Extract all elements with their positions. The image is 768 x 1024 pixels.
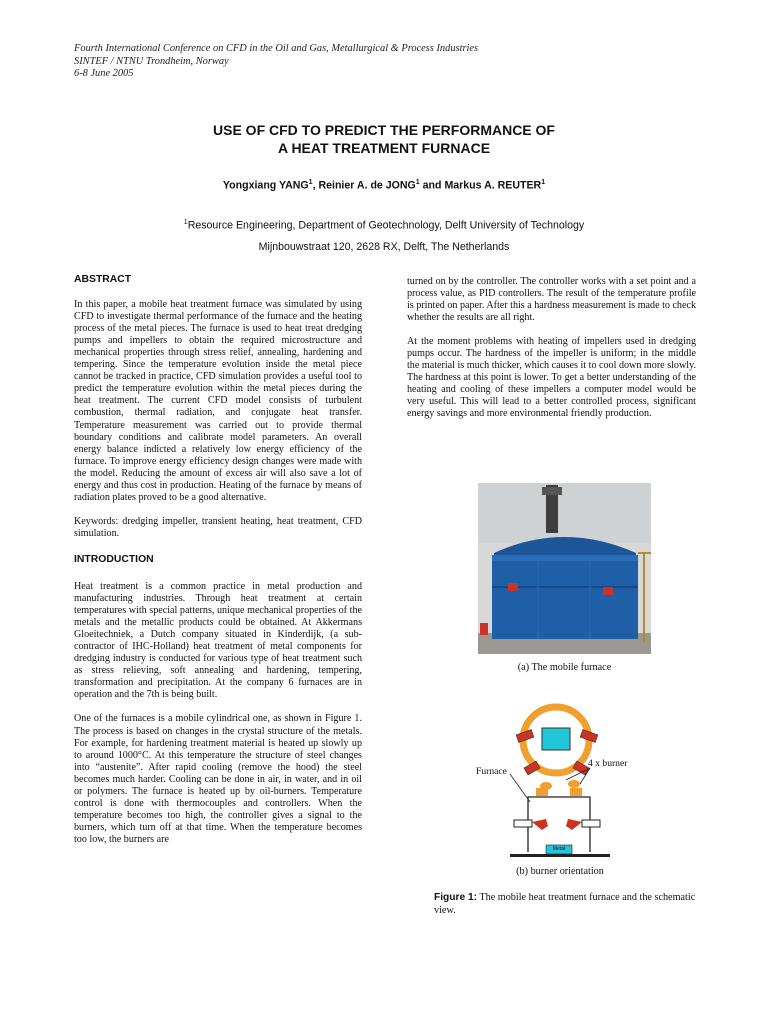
author-3: Markus A. REUTER xyxy=(444,179,542,192)
affil-line-1: Resource Engineering, Department of Geotechnology, Delft University of Technology xyxy=(187,219,585,232)
figure-caption xyxy=(434,892,704,917)
figure-caption-text: The mobile heat treatment furnace and the schematic view. xyxy=(434,892,696,916)
abstract-body: In this paper, a mobile heat treatment furnace was simulated by using CFD to investigate thermal performance of the furnace and the heating process of the metal pieces. The furnace is used to heat treat dredging pumps and impellers to obtain the required microstructure and mechanical properties through stress relief, annealing, hardening and tempering. Since the temperature evolution inside the metal piece cannot be tracked in practice, CFD simulation provides a useful tool to predict the temperature evolution within the metal pieces during the heat treatment. The current CFD model consists of turbulent combustion, thermal radiation, and conjugate heat transfer. Temperature measurement was carried out to provide thermal boundary conditions and calibrate model parameters. An overall energy balance indicted a relatively low energy efficiency of the furnace. To improve energy efficiency design changes were made with the model. Reducing the amount of excess air will also save a lot of energy and thus cost in production. Heating of the furnace by means of radiation plates proved to be a good alternative. xyxy=(74,299,362,503)
header-line-3: 6-8 June 2005 xyxy=(74,68,134,79)
keywords: Keywords: dredging impeller, transient heating, heat treatment, CFD simulation. xyxy=(74,515,362,539)
author-list xyxy=(74,179,694,192)
author-1: Yongxiang YANG xyxy=(222,179,309,192)
furnace-label: Furnace xyxy=(476,766,507,777)
author-3-affil: 1 xyxy=(541,179,546,186)
affil-sup: 1 xyxy=(183,219,188,226)
burner-label: 4 x burner xyxy=(588,758,628,769)
title-line-1: USE OF CFD TO PREDICT THE PERFORMANCE OF xyxy=(213,122,555,138)
affiliation xyxy=(74,212,694,258)
paper-title xyxy=(74,121,694,157)
affil-line-2: Mijnbouwstraat 120, 2628 RX, Delft, The Netherlands xyxy=(258,240,510,253)
introduction-heading: INTRODUCTION xyxy=(74,553,154,565)
author-sep-1: , xyxy=(312,179,319,192)
right-paragraph-1: turned on by the controller. The controller works with a set point and a process value, as PID controllers. The result of the temperature profile is printed on paper. After this a hardness measurement is made to check whether the results are all right. xyxy=(407,276,696,324)
furnace-photo xyxy=(478,483,651,654)
intro-paragraph-2: One of the furnaces is a mobile cylindrical one, as shown in Figure 1. The process is based on changes in the crystal structure of the metals. For example, for hardening treatment material is heated up slowly up to around 1000°C. At this temperature the structure of steel changes into “austenite”. After rapid cooling (remove the hood) the steel becomes much harder. Cooling can be done in air, in water, and in oil or polymers. The furnace is heated up by oil-burners. Temperature control is done with thermocouples and controllers. When the temperature becomes too high, the controller gives a signal to the burners, which turn off at that time. When the temperature becomes too low, the burners are xyxy=(74,713,362,845)
schematic-drawing xyxy=(470,702,650,862)
header-line-2: SINTEF / NTNU Trondheim, Norway xyxy=(74,55,229,67)
conference-header xyxy=(74,43,478,81)
author-2-affil: 1 xyxy=(415,179,420,186)
furnace-photo-drawing xyxy=(478,483,651,654)
abstract-heading: ABSTRACT xyxy=(74,274,132,285)
author-1-affil: 1 xyxy=(308,179,313,186)
header-line-1: Fourth International Conference on CFD in the Oil and Gas, Metallurgical & Process Industries xyxy=(74,43,479,54)
left-column xyxy=(74,274,362,858)
right-column xyxy=(407,276,696,433)
figure-label: Figure 1: xyxy=(434,892,478,903)
author-sep-2: and xyxy=(419,179,445,192)
intro-paragraph-1: Heat treatment is a common practice in metal production and manufacturing industries. Through heat treatment at certain temperatures with special patterns, unique mechanical properties of the metals and the metallic products could be obtained. At Akkermans Gloeitechniek, a Dutch company situated in Kinderdijk, (a sub-contractor of IHC-Holland) heat treatment of metal components for dredging industry is conducted for various type of heat treatment such as stress relieving, soft annealing and hardening, tempering, transformation and precipitation. At the company 6 furnaces are in operation and the 7th is being built. xyxy=(74,580,362,701)
burner-schematic xyxy=(470,702,650,862)
title-line-2: A HEAT TREATMENT FURNACE xyxy=(277,140,491,156)
caption-a: (a) The mobile furnace xyxy=(517,662,612,673)
author-2: Reinier A. de JONG xyxy=(318,179,416,192)
right-paragraph-2: At the moment problems with heating of impellers used in dredging pumps occur. The hardness of the impeller is uniform; in the middle the material is much thicker, which causes it to cool down more slowly. The hardness at this point is lower. To get a better understanding of the heating and cooling of these impellers a computer model would be very useful. This will lead to a better controlled process, significant energy savings and more environmental friendly production. xyxy=(407,336,696,420)
metal-label: Metal xyxy=(552,846,566,852)
caption-b: (b) burner orientation xyxy=(516,866,604,877)
